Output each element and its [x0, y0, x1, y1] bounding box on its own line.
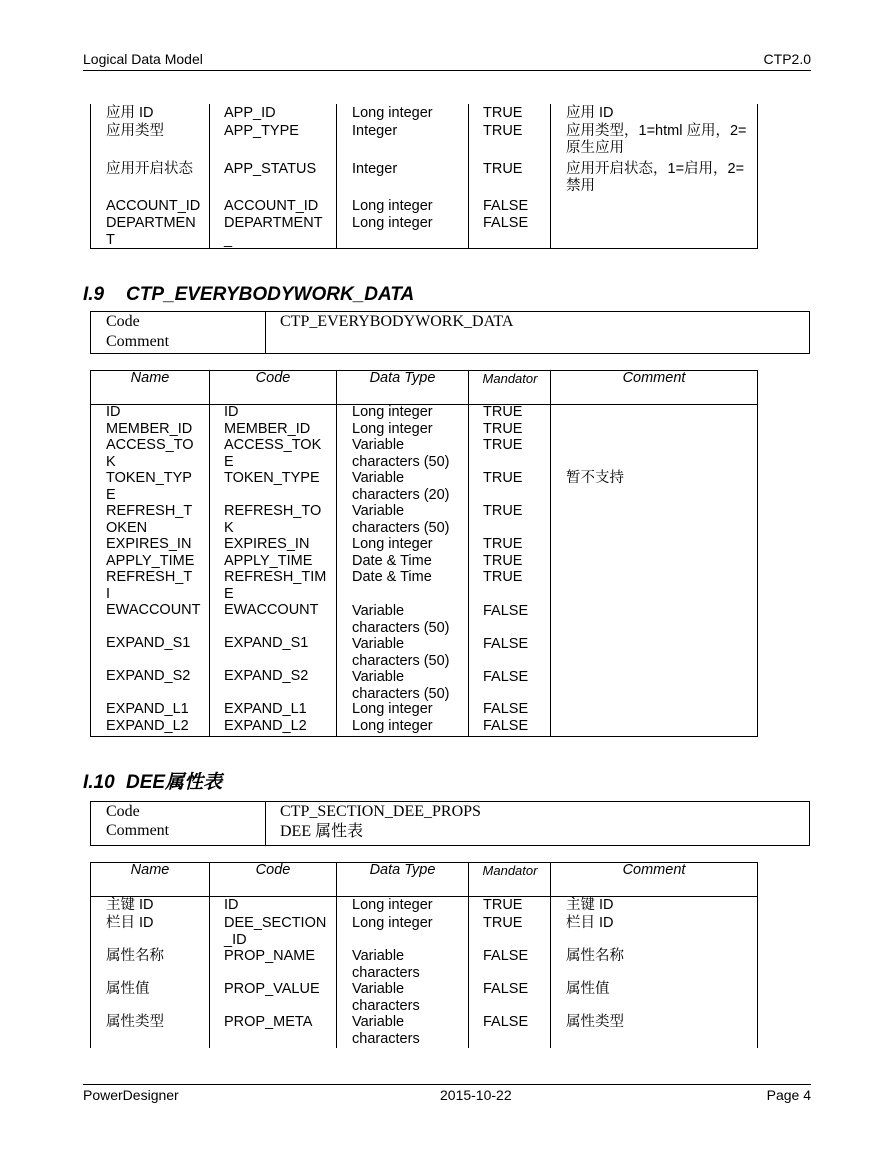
table-cell-mandatory: TRUE	[483, 404, 523, 420]
table-cell-comment: 应用 ID	[566, 105, 614, 121]
table-cell-mandatory: FALSE	[483, 981, 529, 997]
footer-page-number: Page 4	[766, 1087, 811, 1103]
table-cell-name: 应用开启状态	[106, 161, 193, 177]
comment-label: Comment	[106, 822, 170, 839]
table-cell-name: 属性类型	[106, 1014, 164, 1030]
table-cell-name: TOKEN_TYPE	[106, 470, 192, 503]
column-header-comment: Comment	[622, 862, 686, 878]
comment-value: DEE 属性表	[280, 823, 364, 840]
page-header-version: CTP2.0	[763, 51, 811, 67]
table-cell-comment: 应用类型，1=html 应用，2=原生应用	[566, 123, 747, 156]
column-header-code: Code	[255, 862, 291, 878]
table-cell-name: EXPAND_S2	[106, 668, 191, 684]
table-cell-name: 栏目 ID	[106, 915, 154, 931]
code-value: CTP_EVERYBODYWORK_DATA	[280, 313, 514, 330]
table-cell-type: Variable characters (20)	[352, 470, 450, 503]
table-cell-mandatory: FALSE	[483, 948, 529, 964]
table-cell-code: EXPAND_L1	[224, 701, 307, 717]
table-cell-name: ACCOUNT_ID	[106, 198, 201, 214]
table-cell-code: ACCOUNT_ID	[224, 198, 319, 214]
section-title: DEE属性表	[126, 772, 223, 793]
table-cell-name: 应用 ID	[106, 105, 154, 121]
table-cell-type: Variable characters (50)	[352, 503, 450, 536]
table-cell-mandatory: FALSE	[483, 603, 529, 619]
table-cell-code: ACCESS_TOKE	[224, 437, 322, 470]
table-cell-code: EWACCOUNT	[224, 602, 319, 618]
footer-date: 2015-10-22	[440, 1087, 512, 1103]
table-cell-type: Date & Time	[352, 553, 432, 569]
table-cell-mandatory: TRUE	[483, 536, 523, 552]
table-cell-type: Long integer	[352, 915, 433, 931]
table-cell-type: Date & Time	[352, 569, 432, 585]
table-cell-mandatory: TRUE	[483, 503, 523, 519]
section-heading	[83, 767, 222, 794]
table-cell-mandatory: TRUE	[483, 553, 523, 569]
column-header-comment: Comment	[622, 370, 686, 386]
table-cell-name: 主键 ID	[106, 897, 154, 913]
section-heading	[83, 284, 414, 306]
table-cell-mandatory: FALSE	[483, 669, 529, 685]
table-cell-name: EWACCOUNT	[106, 602, 201, 618]
section-title: CTP_EVERYBODYWORK_DATA	[126, 284, 415, 305]
code-value: CTP_SECTION_DEE_PROPS	[280, 803, 481, 820]
table-cell-name: DEPARTMENT	[106, 215, 196, 248]
table-cell-name: REFRESH_TI	[106, 569, 193, 602]
table-cell-code: DEPARTMENT_	[224, 215, 323, 248]
table-cell-mandatory: TRUE	[483, 437, 523, 453]
table-cell-type: Long integer	[352, 215, 433, 231]
table-cell-type: Variable characters	[352, 948, 420, 981]
table-cell-name: APPLY_TIME	[106, 553, 195, 569]
table-cell-code: MEMBER_ID	[224, 421, 311, 437]
column-header-type: Data Type	[369, 370, 436, 386]
table-cell-name: EXPAND_S1	[106, 635, 191, 651]
page-header-title: Logical Data Model	[83, 51, 203, 67]
table-cell-mandatory: FALSE	[483, 636, 529, 652]
table-cell-mandatory: FALSE	[483, 718, 529, 734]
table-cell-code: ID	[224, 404, 239, 420]
column-header-name: Name	[130, 862, 170, 878]
table-cell-code: EXPAND_S2	[224, 668, 309, 684]
table-cell-code: APP_ID	[224, 105, 276, 121]
comment-label: Comment	[106, 333, 170, 350]
table-cell-type: Long integer	[352, 536, 433, 552]
table-cell-type: Variable characters (50)	[352, 603, 450, 636]
table-cell-name: 属性值	[106, 981, 150, 997]
table-cell-name: 应用类型	[106, 123, 164, 139]
table-cell-code: EXPAND_S1	[224, 635, 309, 651]
code-label: Code	[106, 803, 140, 820]
table-cell-comment: 栏目 ID	[566, 915, 614, 931]
table-cell-code: EXPIRES_IN	[224, 536, 310, 552]
column-header-type: Data Type	[369, 862, 436, 878]
table-cell-type: Variable characters	[352, 1014, 420, 1047]
table-cell-name: MEMBER_ID	[106, 421, 193, 437]
table-cell-mandatory: FALSE	[483, 215, 529, 231]
column-header-code: Code	[255, 370, 291, 386]
table-cell-code: PROP_META	[224, 1014, 313, 1030]
table-cell-name: EXPAND_L1	[106, 701, 189, 717]
table-cell-mandatory: TRUE	[483, 161, 523, 177]
table-cell-comment: 暂不支持	[566, 470, 624, 486]
table-cell-code: APP_TYPE	[224, 123, 299, 139]
table-cell-type: Integer	[352, 123, 398, 139]
table-cell-mandatory: FALSE	[483, 198, 529, 214]
table-cell-mandatory: FALSE	[483, 701, 529, 717]
footer-tool-name: PowerDesigner	[83, 1087, 179, 1103]
section-number: I.9	[83, 284, 105, 305]
code-label: Code	[106, 313, 140, 330]
column-header-name: Name	[130, 370, 170, 386]
table-cell-name: EXPAND_L2	[106, 718, 189, 734]
table-cell-type: Long integer	[352, 421, 433, 437]
table-cell-comment: 属性值	[566, 981, 610, 997]
table-cell-code: TOKEN_TYPE	[224, 470, 320, 486]
table-cell-name: ACCESS_TOK	[106, 437, 194, 470]
table-cell-code: PROP_VALUE	[224, 981, 320, 997]
table-cell-type: Integer	[352, 161, 398, 177]
column-header-mandatory: Mandator	[482, 863, 538, 878]
column-header-mandatory: Mandator	[482, 371, 538, 386]
table-cell-type: Variable characters (50)	[352, 669, 450, 702]
table-cell-code: REFRESH_TOK	[224, 503, 322, 536]
table-cell-type: Long integer	[352, 701, 433, 717]
table-cell-code: PROP_NAME	[224, 948, 316, 964]
table-cell-code: APPLY_TIME	[224, 553, 313, 569]
table-cell-mandatory: FALSE	[483, 1014, 529, 1030]
header-rule	[83, 70, 811, 71]
table-cell-mandatory: TRUE	[483, 897, 523, 913]
table-cell-code: EXPAND_L2	[224, 718, 307, 734]
table-cell-mandatory: TRUE	[483, 470, 523, 486]
table-cell-type: Long integer	[352, 105, 433, 121]
table-cell-name: REFRESH_TOKEN	[106, 503, 193, 536]
section-number: I.10	[83, 772, 115, 793]
table-cell-type: Variable characters (50)	[352, 437, 450, 470]
table-cell-comment: 属性名称	[566, 948, 624, 964]
table-cell-name: 属性名称	[106, 948, 164, 964]
table-cell-code: APP_STATUS	[224, 161, 317, 177]
table-cell-mandatory: TRUE	[483, 105, 523, 121]
table-cell-mandatory: TRUE	[483, 915, 523, 931]
table-cell-type: Variable characters	[352, 981, 420, 1014]
table-cell-code: REFRESH_TIME	[224, 569, 327, 602]
table-cell-mandatory: TRUE	[483, 123, 523, 139]
table-cell-mandatory: TRUE	[483, 421, 523, 437]
table-cell-comment: 应用开启状态，1=启用，2=禁用	[566, 161, 745, 194]
table-cell-type: Long integer	[352, 897, 433, 913]
table-cell-comment: 属性类型	[566, 1014, 624, 1030]
table-cell-code: DEE_SECTION_ID	[224, 915, 327, 948]
table-cell-type: Long integer	[352, 718, 433, 734]
table-cell-name: EXPIRES_IN	[106, 536, 192, 552]
table-cell-type: Long integer	[352, 198, 433, 214]
footer-rule	[83, 1084, 811, 1085]
table-cell-name: ID	[106, 404, 121, 420]
table-cell-type: Long integer	[352, 404, 433, 420]
table-cell-code: ID	[224, 897, 239, 913]
table-cell-comment: 主键 ID	[566, 897, 614, 913]
table-cell-type: Variable characters (50)	[352, 636, 450, 669]
table-cell-mandatory: TRUE	[483, 569, 523, 585]
